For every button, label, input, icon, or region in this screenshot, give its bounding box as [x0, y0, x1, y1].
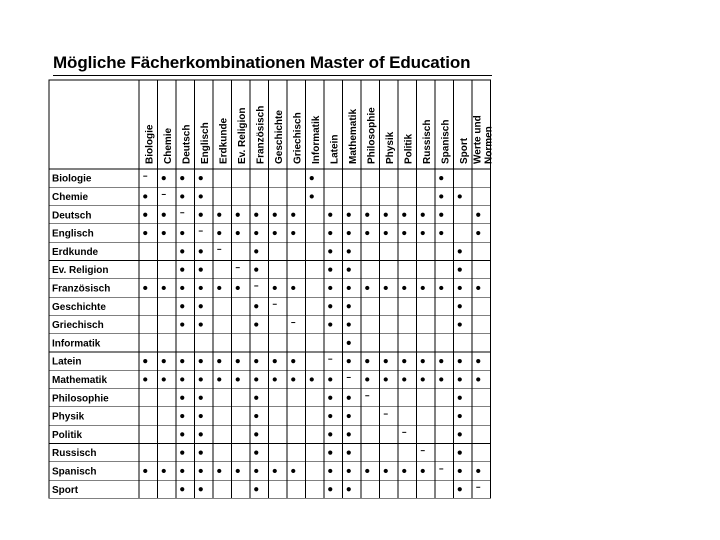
- combination-dot: [254, 231, 258, 235]
- combination-dot: [254, 469, 258, 473]
- row-header: Griechisch: [52, 320, 104, 332]
- column-header: Sport: [458, 137, 470, 164]
- combination-dot: [421, 359, 425, 363]
- row-header: Sport: [52, 484, 79, 496]
- combination-dot: [162, 286, 166, 290]
- combination-dot: [421, 213, 425, 217]
- combination-dot: [199, 304, 203, 308]
- combination-dot: [439, 213, 443, 217]
- combination-dot: [199, 268, 203, 272]
- combination-dot: [347, 249, 351, 253]
- combination-dot: [458, 487, 462, 491]
- combination-dot: [347, 213, 351, 217]
- combination-dot: [402, 469, 406, 473]
- combination-dot: [180, 469, 184, 473]
- combination-dot: [180, 268, 184, 272]
- combination-dot: [421, 231, 425, 235]
- combination-dot: [328, 249, 332, 253]
- combination-dot: [365, 359, 369, 363]
- combination-dot: [217, 377, 221, 381]
- combination-dot: [384, 286, 388, 290]
- column-header: Informatik: [310, 115, 322, 164]
- combination-dot: [328, 451, 332, 455]
- combination-dot: [273, 213, 277, 217]
- combination-dot: [254, 249, 258, 253]
- combination-dot: [458, 268, 462, 272]
- row-header: Philosophie: [52, 393, 109, 405]
- column-header: Philosophie: [366, 107, 378, 164]
- combination-dot: [143, 286, 147, 290]
- combination-dot: [421, 286, 425, 290]
- combination-dot: [254, 432, 258, 436]
- combination-dot: [236, 231, 240, 235]
- combination-dot: [328, 396, 332, 400]
- column-header: Werte und: [472, 115, 484, 164]
- combination-dot: [476, 231, 480, 235]
- combination-dot: [199, 414, 203, 418]
- combination-dot: [143, 231, 147, 235]
- row-header: Physik: [52, 411, 85, 423]
- combination-dot: [347, 286, 351, 290]
- combination-dot: [254, 451, 258, 455]
- combination-dot: [458, 286, 462, 290]
- combination-dot: [162, 359, 166, 363]
- combination-dot: [347, 231, 351, 235]
- combination-dot: [199, 322, 203, 326]
- combination-dot: [143, 359, 147, 363]
- combination-dot: [180, 176, 184, 180]
- combination-dot: [458, 432, 462, 436]
- column-header: Physik: [384, 131, 396, 164]
- combination-dot: [439, 359, 443, 363]
- combination-dot: [347, 304, 351, 308]
- combination-dot: [458, 377, 462, 381]
- combination-dot: [402, 359, 406, 363]
- column-header: Politik: [403, 133, 415, 164]
- combination-dot: [199, 487, 203, 491]
- combination-dot: [273, 231, 277, 235]
- combination-dot: [347, 322, 351, 326]
- combination-dot: [217, 286, 221, 290]
- combination-dot: [199, 469, 203, 473]
- column-header: Geschichte: [273, 110, 285, 164]
- combination-dot: [347, 451, 351, 455]
- combination-dot: [310, 176, 314, 180]
- combination-dot: [291, 469, 295, 473]
- combination-dot: [217, 213, 221, 217]
- combination-dot: [347, 396, 351, 400]
- combination-dot: [347, 432, 351, 436]
- combination-dot: [347, 359, 351, 363]
- column-header: Latein: [329, 134, 341, 164]
- combination-dot: [180, 487, 184, 491]
- row-header: Deutsch: [52, 210, 92, 222]
- combination-dot: [476, 213, 480, 217]
- combination-dot: [199, 194, 203, 198]
- combination-dot: [180, 194, 184, 198]
- combination-dot: [328, 286, 332, 290]
- combination-dot: [254, 322, 258, 326]
- row-header: Russisch: [52, 448, 97, 460]
- combination-dot: [254, 487, 258, 491]
- combination-dot: [254, 268, 258, 272]
- combination-dot: [365, 469, 369, 473]
- combination-dot: [458, 451, 462, 455]
- row-header: Biologie: [52, 173, 92, 185]
- combination-dot: [162, 469, 166, 473]
- row-header: Französisch: [52, 283, 111, 295]
- combination-dot: [143, 377, 147, 381]
- combination-dot: [199, 213, 203, 217]
- combination-dot: [236, 359, 240, 363]
- combination-dot: [199, 432, 203, 436]
- combination-dot: [199, 286, 203, 290]
- combination-dot: [328, 487, 332, 491]
- combination-dot: [199, 176, 203, 180]
- combination-dot: [328, 231, 332, 235]
- combination-dot: [180, 432, 184, 436]
- combination-dot: [365, 286, 369, 290]
- combination-dot: [162, 176, 166, 180]
- combination-dot: [180, 286, 184, 290]
- column-header: Spanisch: [440, 119, 452, 164]
- combination-dot: [236, 377, 240, 381]
- column-header: Ev. Religion: [236, 107, 248, 164]
- combination-dot: [439, 286, 443, 290]
- page-title: Mögliche Fächerkombinationen Master of Education: [53, 53, 471, 72]
- combination-dot: [402, 286, 406, 290]
- combination-dot: [476, 377, 480, 381]
- combination-dot: [328, 322, 332, 326]
- combination-dot: [199, 249, 203, 253]
- combination-dot: [310, 377, 314, 381]
- combination-dot: [458, 359, 462, 363]
- combination-dot: [180, 359, 184, 363]
- column-header: Englisch: [199, 122, 211, 164]
- combination-dot: [254, 396, 258, 400]
- combination-dot: [365, 231, 369, 235]
- combination-dot: [458, 304, 462, 308]
- combination-dot: [180, 322, 184, 326]
- row-header: Englisch: [52, 228, 94, 240]
- combination-dot: [199, 377, 203, 381]
- combination-dot: [236, 286, 240, 290]
- combination-dot: [328, 377, 332, 381]
- combination-dot: [199, 359, 203, 363]
- combination-dot: [199, 451, 203, 455]
- combination-dot: [384, 231, 388, 235]
- combination-dot: [180, 231, 184, 235]
- combination-dot: [347, 268, 351, 272]
- combination-dot: [439, 377, 443, 381]
- combination-dot: [458, 414, 462, 418]
- combination-dot: [254, 414, 258, 418]
- combination-dot: [365, 377, 369, 381]
- combination-dot: [365, 213, 369, 217]
- combination-dot: [328, 432, 332, 436]
- combination-dot: [328, 469, 332, 473]
- combination-dot: [384, 469, 388, 473]
- combination-dot: [347, 414, 351, 418]
- combination-dot: [458, 322, 462, 326]
- combination-dot: [273, 469, 277, 473]
- combination-dot: [254, 377, 258, 381]
- combination-dot: [328, 414, 332, 418]
- combination-dot: [402, 213, 406, 217]
- row-header: Latein: [52, 356, 82, 368]
- combination-dot: [421, 469, 425, 473]
- combination-dot: [439, 194, 443, 198]
- column-header: Biologie: [144, 124, 156, 164]
- combination-dot: [458, 249, 462, 253]
- combination-dot: [476, 359, 480, 363]
- row-header: Ev. Religion: [52, 265, 109, 277]
- column-header: Normen: [483, 126, 495, 164]
- combination-dot: [273, 286, 277, 290]
- combination-dot: [236, 213, 240, 217]
- combination-dot: [347, 341, 351, 345]
- row-header: Mathematik: [52, 374, 108, 386]
- row-header: Politik: [52, 429, 83, 441]
- combination-dot: [328, 213, 332, 217]
- combination-dot: [273, 359, 277, 363]
- combination-dot: [291, 286, 295, 290]
- row-header: Informatik: [52, 338, 101, 350]
- combination-dot: [384, 359, 388, 363]
- combination-dot: [458, 194, 462, 198]
- column-header: Russisch: [421, 119, 433, 164]
- combination-dot: [180, 396, 184, 400]
- combination-dot: [291, 377, 295, 381]
- combination-dot: [180, 451, 184, 455]
- column-header: Erdkunde: [218, 117, 230, 164]
- combination-dot: [199, 396, 203, 400]
- combination-dot: [328, 304, 332, 308]
- combination-dot: [236, 469, 240, 473]
- combination-dot: [162, 213, 166, 217]
- combination-dot: [384, 213, 388, 217]
- combination-dot: [180, 377, 184, 381]
- column-header: Mathematik: [347, 108, 359, 164]
- row-header: Geschichte: [52, 301, 106, 313]
- combination-dot: [254, 359, 258, 363]
- row-header: Chemie: [52, 191, 89, 203]
- combination-dot: [310, 194, 314, 198]
- combination-dot: [143, 213, 147, 217]
- combination-dot: [291, 213, 295, 217]
- combination-dot: [180, 414, 184, 418]
- combination-dot: [217, 469, 221, 473]
- column-header: Chemie: [162, 127, 174, 164]
- column-header: Französisch: [255, 105, 267, 164]
- combination-dot: [402, 377, 406, 381]
- combination-dot: [347, 469, 351, 473]
- combination-dot: [143, 194, 147, 198]
- combination-dot: [439, 231, 443, 235]
- combination-dot: [254, 213, 258, 217]
- row-header: Spanisch: [52, 466, 97, 478]
- combination-dot: [180, 249, 184, 253]
- combination-dot: [291, 359, 295, 363]
- combination-dot: [217, 231, 221, 235]
- combination-dot: [162, 231, 166, 235]
- combination-dot: [162, 377, 166, 381]
- combination-dot: [180, 304, 184, 308]
- combination-dot: [421, 377, 425, 381]
- combination-dot: [254, 304, 258, 308]
- combination-dot: [291, 231, 295, 235]
- combination-dot: [273, 377, 277, 381]
- combination-dot: [384, 377, 388, 381]
- combination-dot: [458, 396, 462, 400]
- combination-dot: [439, 176, 443, 180]
- column-header: Deutsch: [181, 124, 193, 164]
- combination-dot: [458, 469, 462, 473]
- row-header: Erdkunde: [52, 246, 99, 258]
- combination-dot: [328, 268, 332, 272]
- combination-dot: [143, 469, 147, 473]
- combination-dot: [217, 359, 221, 363]
- column-header: Griechisch: [292, 112, 304, 164]
- combination-dot: [347, 487, 351, 491]
- combination-dot: [476, 286, 480, 290]
- combination-dot: [476, 469, 480, 473]
- combination-dot: [402, 231, 406, 235]
